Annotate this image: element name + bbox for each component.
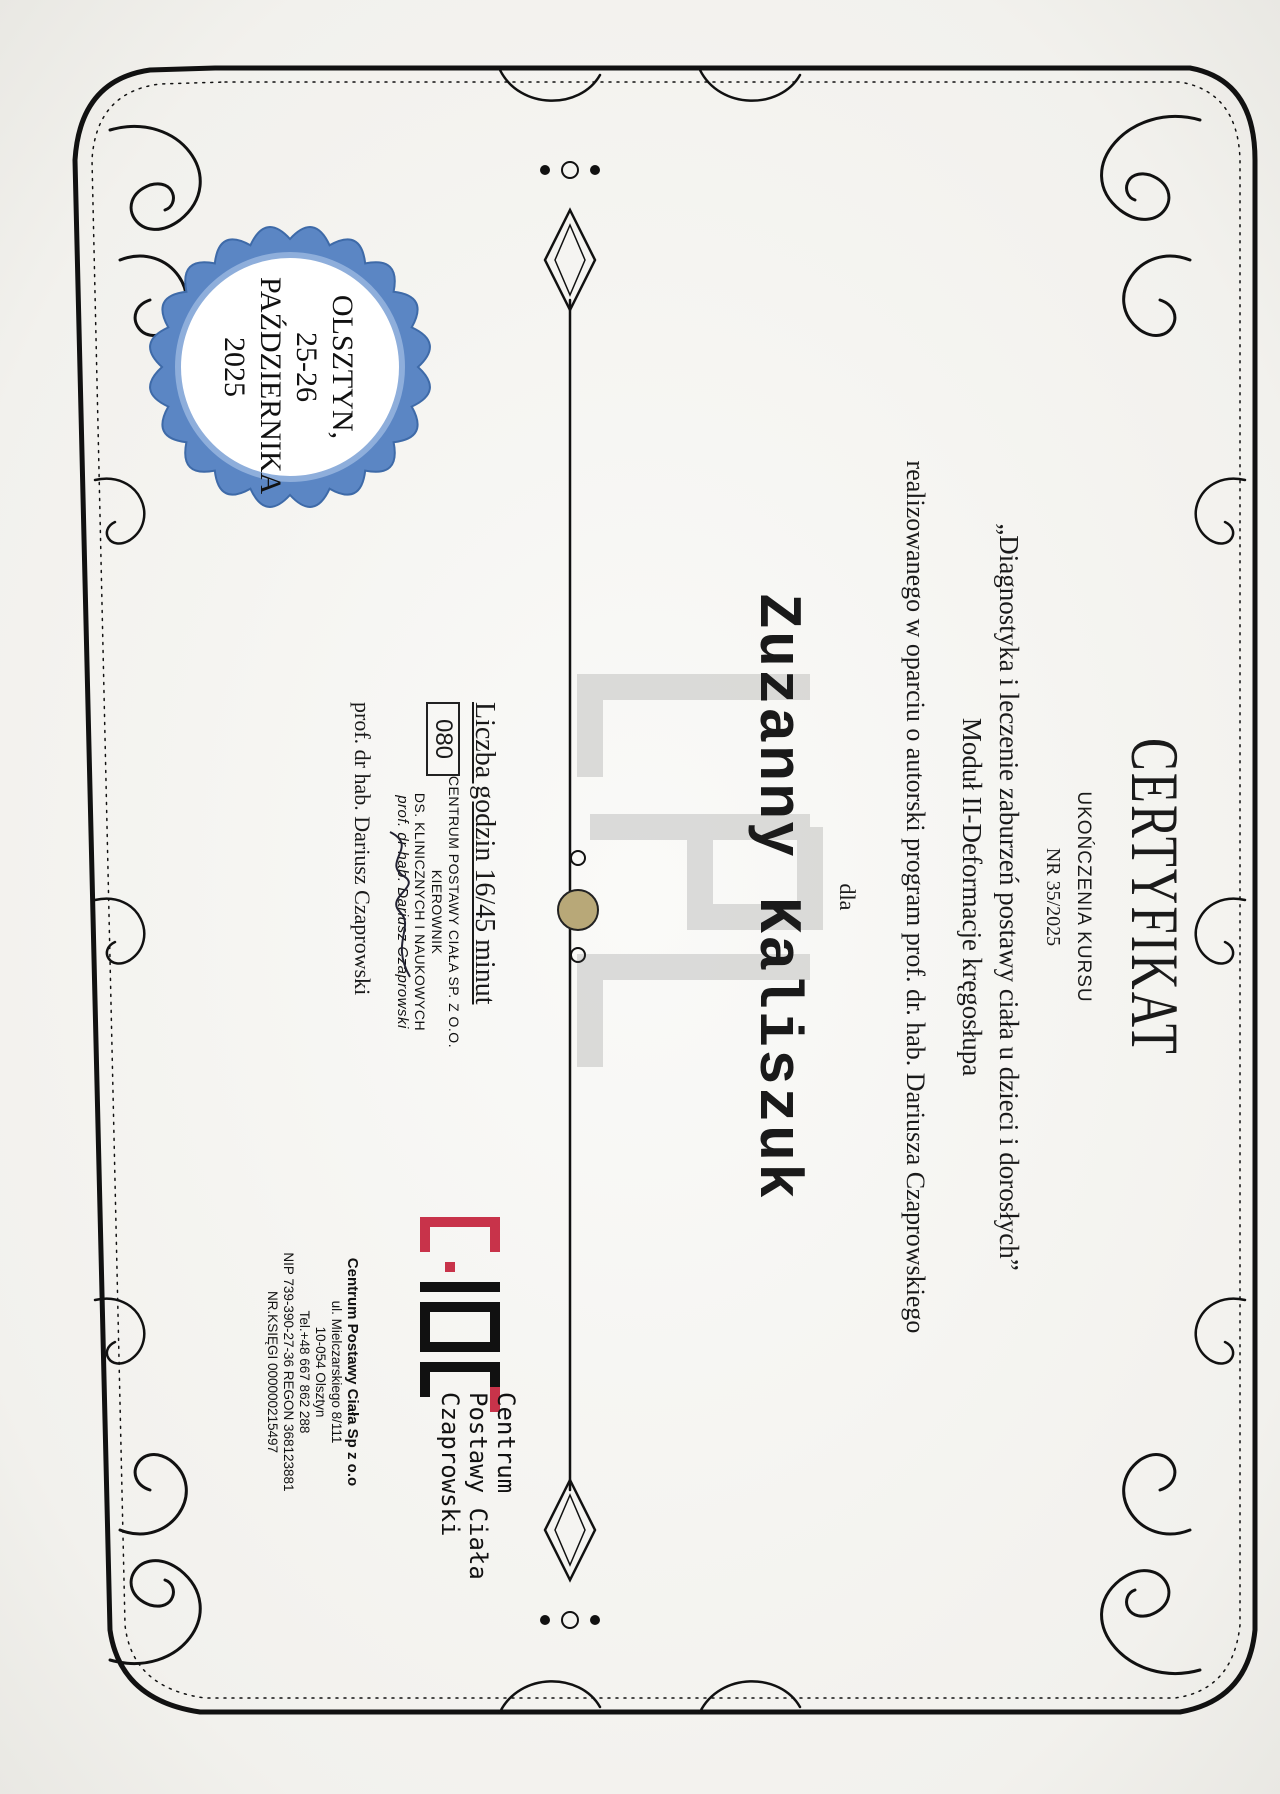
certificate-subtitle: UKOŃCZENIA KURSU [1073, 791, 1094, 1003]
module-name: Moduł II-Deformacje kręgosłupa [957, 717, 987, 1077]
certificate [60, 67, 1220, 1727]
logo-wordmark [436, 1392, 520, 1612]
stamp-number: 080 [426, 702, 460, 776]
company-stamp [264, 1232, 360, 1512]
company-register: NR.KSIĘGI 000000215497 [265, 1290, 280, 1454]
certificate-number: NR 35/2025 [1042, 847, 1064, 947]
date-seal [140, 217, 440, 517]
company-phone: Tel.+48 667 862 288 [297, 1310, 312, 1434]
seal-year: 2025 [218, 337, 251, 397]
signer-name: prof. dr hab. Dariusz Czaprowski [350, 702, 375, 996]
for-label: dla [835, 883, 860, 911]
recipient-name: Zuzanny Kaliszuk [742, 592, 810, 1202]
seal-month: PAŹDZIERNIKA [254, 277, 287, 495]
stamp-department: DS. KLINICZNYCH I NAUKOWYCH [412, 792, 428, 1032]
company-name: Centrum Postawy Ciała Sp z o.o [344, 1257, 361, 1487]
logo-line-2: Postawy Ciała [464, 1392, 492, 1580]
hours-count: Liczba godzin 16/45 minut [469, 702, 500, 1005]
company-city: 10-054 Olsztyn [313, 1326, 328, 1418]
company-address: ul. Mielczarskiego 8/111 [329, 1300, 344, 1444]
logo-line-1: Centrum [492, 1392, 520, 1494]
stamp-role: KIEROWNIK [429, 869, 445, 955]
stamp-person: prof. dr hab. Dariusz Czaprowski [394, 795, 411, 1029]
certificate-title: CERTYFIKAT [1117, 738, 1193, 1056]
stamp-company: CENTRUM POSTAWY CIAŁA SP. Z O.O. [446, 775, 462, 1049]
course-name: „Diagnostyka i leczenie zaburzeń postawy ciała u dzieci i dorosłych” [994, 523, 1024, 1271]
seal-days: 25-26 [290, 332, 323, 402]
seal-city: OLSZTYN, [326, 294, 359, 440]
program-description: realizowanego w oparciu o autorski program prof. dr. hab. Dariusza Czaprowskiego [901, 460, 930, 1334]
handwritten-signature [370, 827, 430, 987]
logo-line-3: Czaprowski [436, 1392, 464, 1537]
company-ids: NIP 739-390-27-36 REGON 368123881 [281, 1252, 296, 1492]
